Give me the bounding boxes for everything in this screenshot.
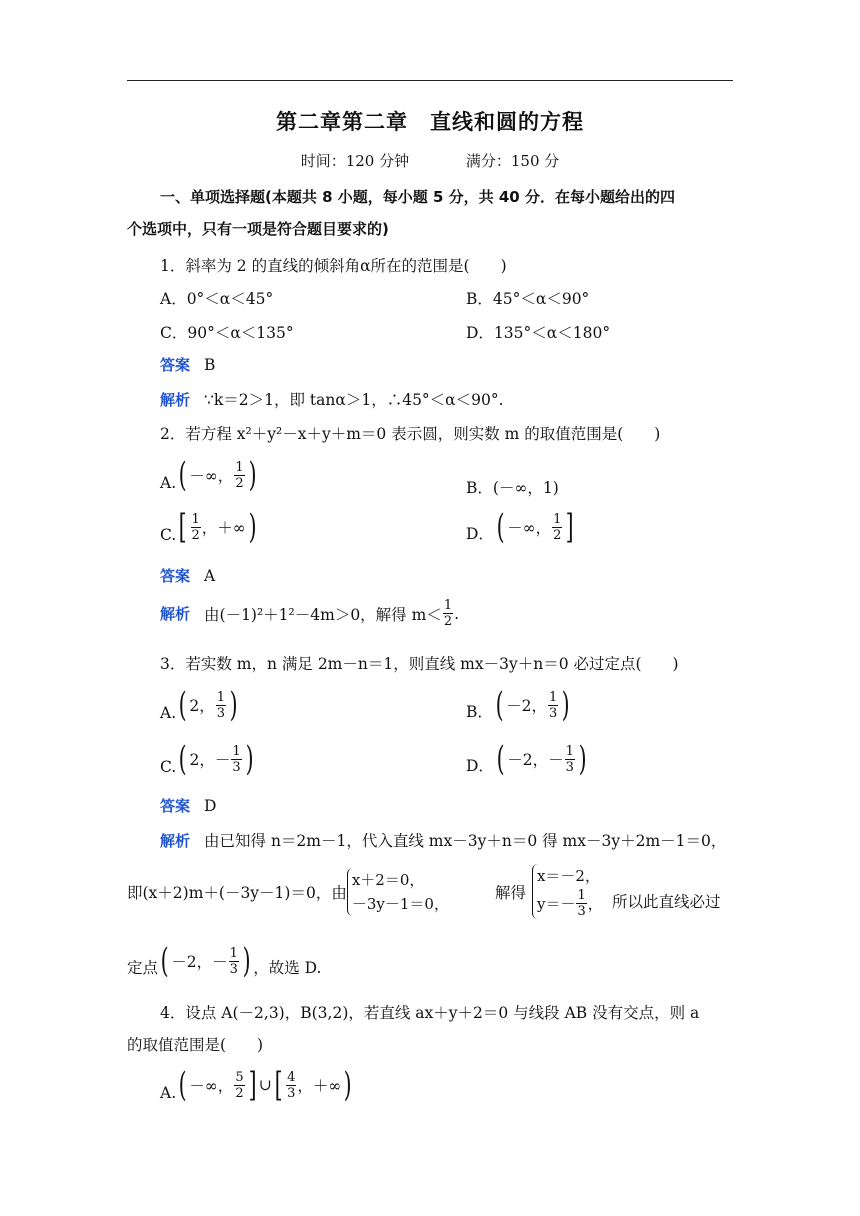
math-text: －2，－ (507, 751, 564, 769)
math-text: ∪ (258, 1076, 272, 1094)
q1-stem: 1．斜率为 2 的直线的倾斜角α所在的范围是( ) (160, 257, 507, 275)
option-letter: D． (466, 757, 494, 775)
q3-option-a: A. ( 2， $\frac{1}{3}$ ) (160, 685, 238, 725)
option-letter: C. (160, 758, 177, 776)
analysis-label: 解析 (160, 391, 191, 409)
analysis-text: 即(x＋2)m＋(－3y－1)＝0，由 (127, 883, 347, 902)
time-label: 时间：120 分钟 (300, 152, 410, 170)
q3-option-b: B． ( －2， $\frac{1}{3}$ ) (466, 685, 570, 725)
q2-option-c: C. [ $\frac{1}{2}$ ，＋∞ ) (160, 507, 257, 547)
option-letter: A. (160, 704, 177, 722)
q3-analysis-line2 (127, 864, 603, 919)
math-text: －∞， (189, 1077, 234, 1095)
q3-option-d: D． ( －2，－ $\frac{1}{3}$ ) (466, 739, 587, 779)
analysis-text: 由已知得 n＝2m－1，代入直线 mx－3y＋n＝0 得 mx－3y＋2m－1＝0， (204, 832, 727, 850)
q3-analysis-line3: 定点 ( －2，－ $\frac{1}{3}$ ) ，故选 D. (127, 941, 322, 981)
q2-answer (160, 565, 215, 586)
fraction: $\frac{1}{3}$ (232, 743, 241, 775)
q2-option-d: D． ( －∞， $\frac{1}{2}$ ] (466, 507, 575, 547)
q1-option-a: A．0°＜α＜45° (160, 290, 274, 308)
q3-analysis-line1 (160, 829, 726, 851)
q3-option-c: C. ( 2，－ $\frac{1}{3}$ ) (160, 739, 254, 779)
analysis-text: . (454, 604, 460, 623)
fraction: $\frac{1}{2}$ (443, 598, 453, 629)
analysis-text: ，故选 D. (253, 959, 322, 977)
math-text: ，＋∞ (297, 1077, 342, 1095)
q2-option-b: B．(－∞，1) (466, 479, 559, 497)
math-text: ，＋∞ (201, 519, 246, 537)
math-text: －∞， (189, 467, 234, 485)
answer-label: 答案 (160, 356, 191, 374)
math-text: －2，－ (171, 953, 228, 971)
score-label: 满分：150 分 (465, 152, 560, 170)
math-text: 2，－ (189, 751, 231, 769)
analysis-text: 解得 (494, 883, 526, 902)
equation-system: x＋2＝0， －3y－1＝0， (347, 868, 449, 916)
q2-answer-value: A (204, 567, 216, 585)
q2-stem: 2．若方程 x²＋y²－x＋y＋m＝0 表示圆，则实数 m 的取值范围是( ) (160, 425, 661, 443)
page-title: 第二章第二章 直线和圆的方程 (276, 110, 584, 134)
q1-option-c: C．90°＜α＜135° (160, 324, 294, 342)
option-letter: A. (160, 1084, 177, 1102)
analysis-text: 定点 (127, 959, 159, 977)
q2-analysis (160, 598, 459, 629)
q4-stem-line1: 4．设点 A(－2,3)，B(3,2)，若直线 ax＋y＋2＝0 与线段 AB 没有交点，则 a (160, 1004, 700, 1022)
fraction: $\frac{1}{3}$ (565, 743, 574, 775)
q3-answer (160, 795, 216, 816)
option-letter: D． (466, 525, 494, 543)
equation-system: x＝－2， y＝－ $\frac{1}{3}$ ， (532, 864, 603, 919)
math-text: －2， (506, 697, 548, 715)
fraction: $\frac{1}{3}$ (216, 689, 226, 721)
fraction: $\frac{5}{2}$ (235, 1069, 244, 1101)
math-text: －∞， (507, 519, 552, 537)
q1-option-d: D．135°＜α＜180° (466, 324, 611, 342)
answer-label: 答案 (160, 567, 191, 585)
q1-option-b: B．45°＜α＜90° (466, 290, 590, 308)
option-letter: A. (160, 474, 177, 492)
q1-analysis (160, 388, 504, 410)
fraction: $\frac{1}{2}$ (553, 511, 562, 543)
q3-analysis-tail: 所以此直线必过 (612, 893, 721, 911)
math-text: 2， (189, 697, 215, 715)
q2-option-a: A. ( －∞， $\frac{1}{2}$ ) (160, 455, 257, 495)
q1-answer (160, 354, 215, 375)
analysis-text: 由(－1)²＋1²－4m＞0，解得 m＜ (204, 605, 442, 624)
header-rule (127, 80, 733, 81)
q3-answer-value: D (204, 797, 217, 815)
q4-stem-line2: 的取值范围是( ) (127, 1036, 264, 1054)
option-letter: C. (160, 526, 177, 544)
exam-meta (0, 150, 860, 171)
fraction: $\frac{1}{2}$ (191, 511, 200, 543)
section-heading-line1: 一、单项选择题(本题共 8 小题，每小题 5 分，共 40 分．在每小题给出的四 (160, 188, 675, 206)
analysis-label: 解析 (160, 832, 191, 850)
q4-option-a: A. ( －∞， $\frac{5}{2}$ ] ∪ [ $\frac{4}{3}$ ，＋∞ ) (160, 1065, 352, 1105)
answer-label: 答案 (160, 797, 191, 815)
q1-answer-value: B (204, 356, 216, 374)
fraction: $\frac{1}{3}$ (549, 689, 558, 721)
q1-analysis-text: ∵k＝2＞1，即 tanα＞1，∴45°＜α＜90°. (204, 391, 504, 409)
fraction: $\frac{1}{3}$ (229, 945, 238, 977)
section-heading-line2: 个选项中，只有一项是符合题目要求的) (127, 220, 389, 238)
analysis-label: 解析 (160, 605, 191, 623)
fraction: $\frac{4}{3}$ (287, 1069, 296, 1101)
q3-stem: 3．若实数 m，n 满足 2m－n＝1，则直线 mx－3y＋n＝0 必过定点( ) (160, 655, 679, 673)
option-letter: B． (466, 703, 493, 721)
fraction: $\frac{1}{2}$ (235, 459, 244, 491)
